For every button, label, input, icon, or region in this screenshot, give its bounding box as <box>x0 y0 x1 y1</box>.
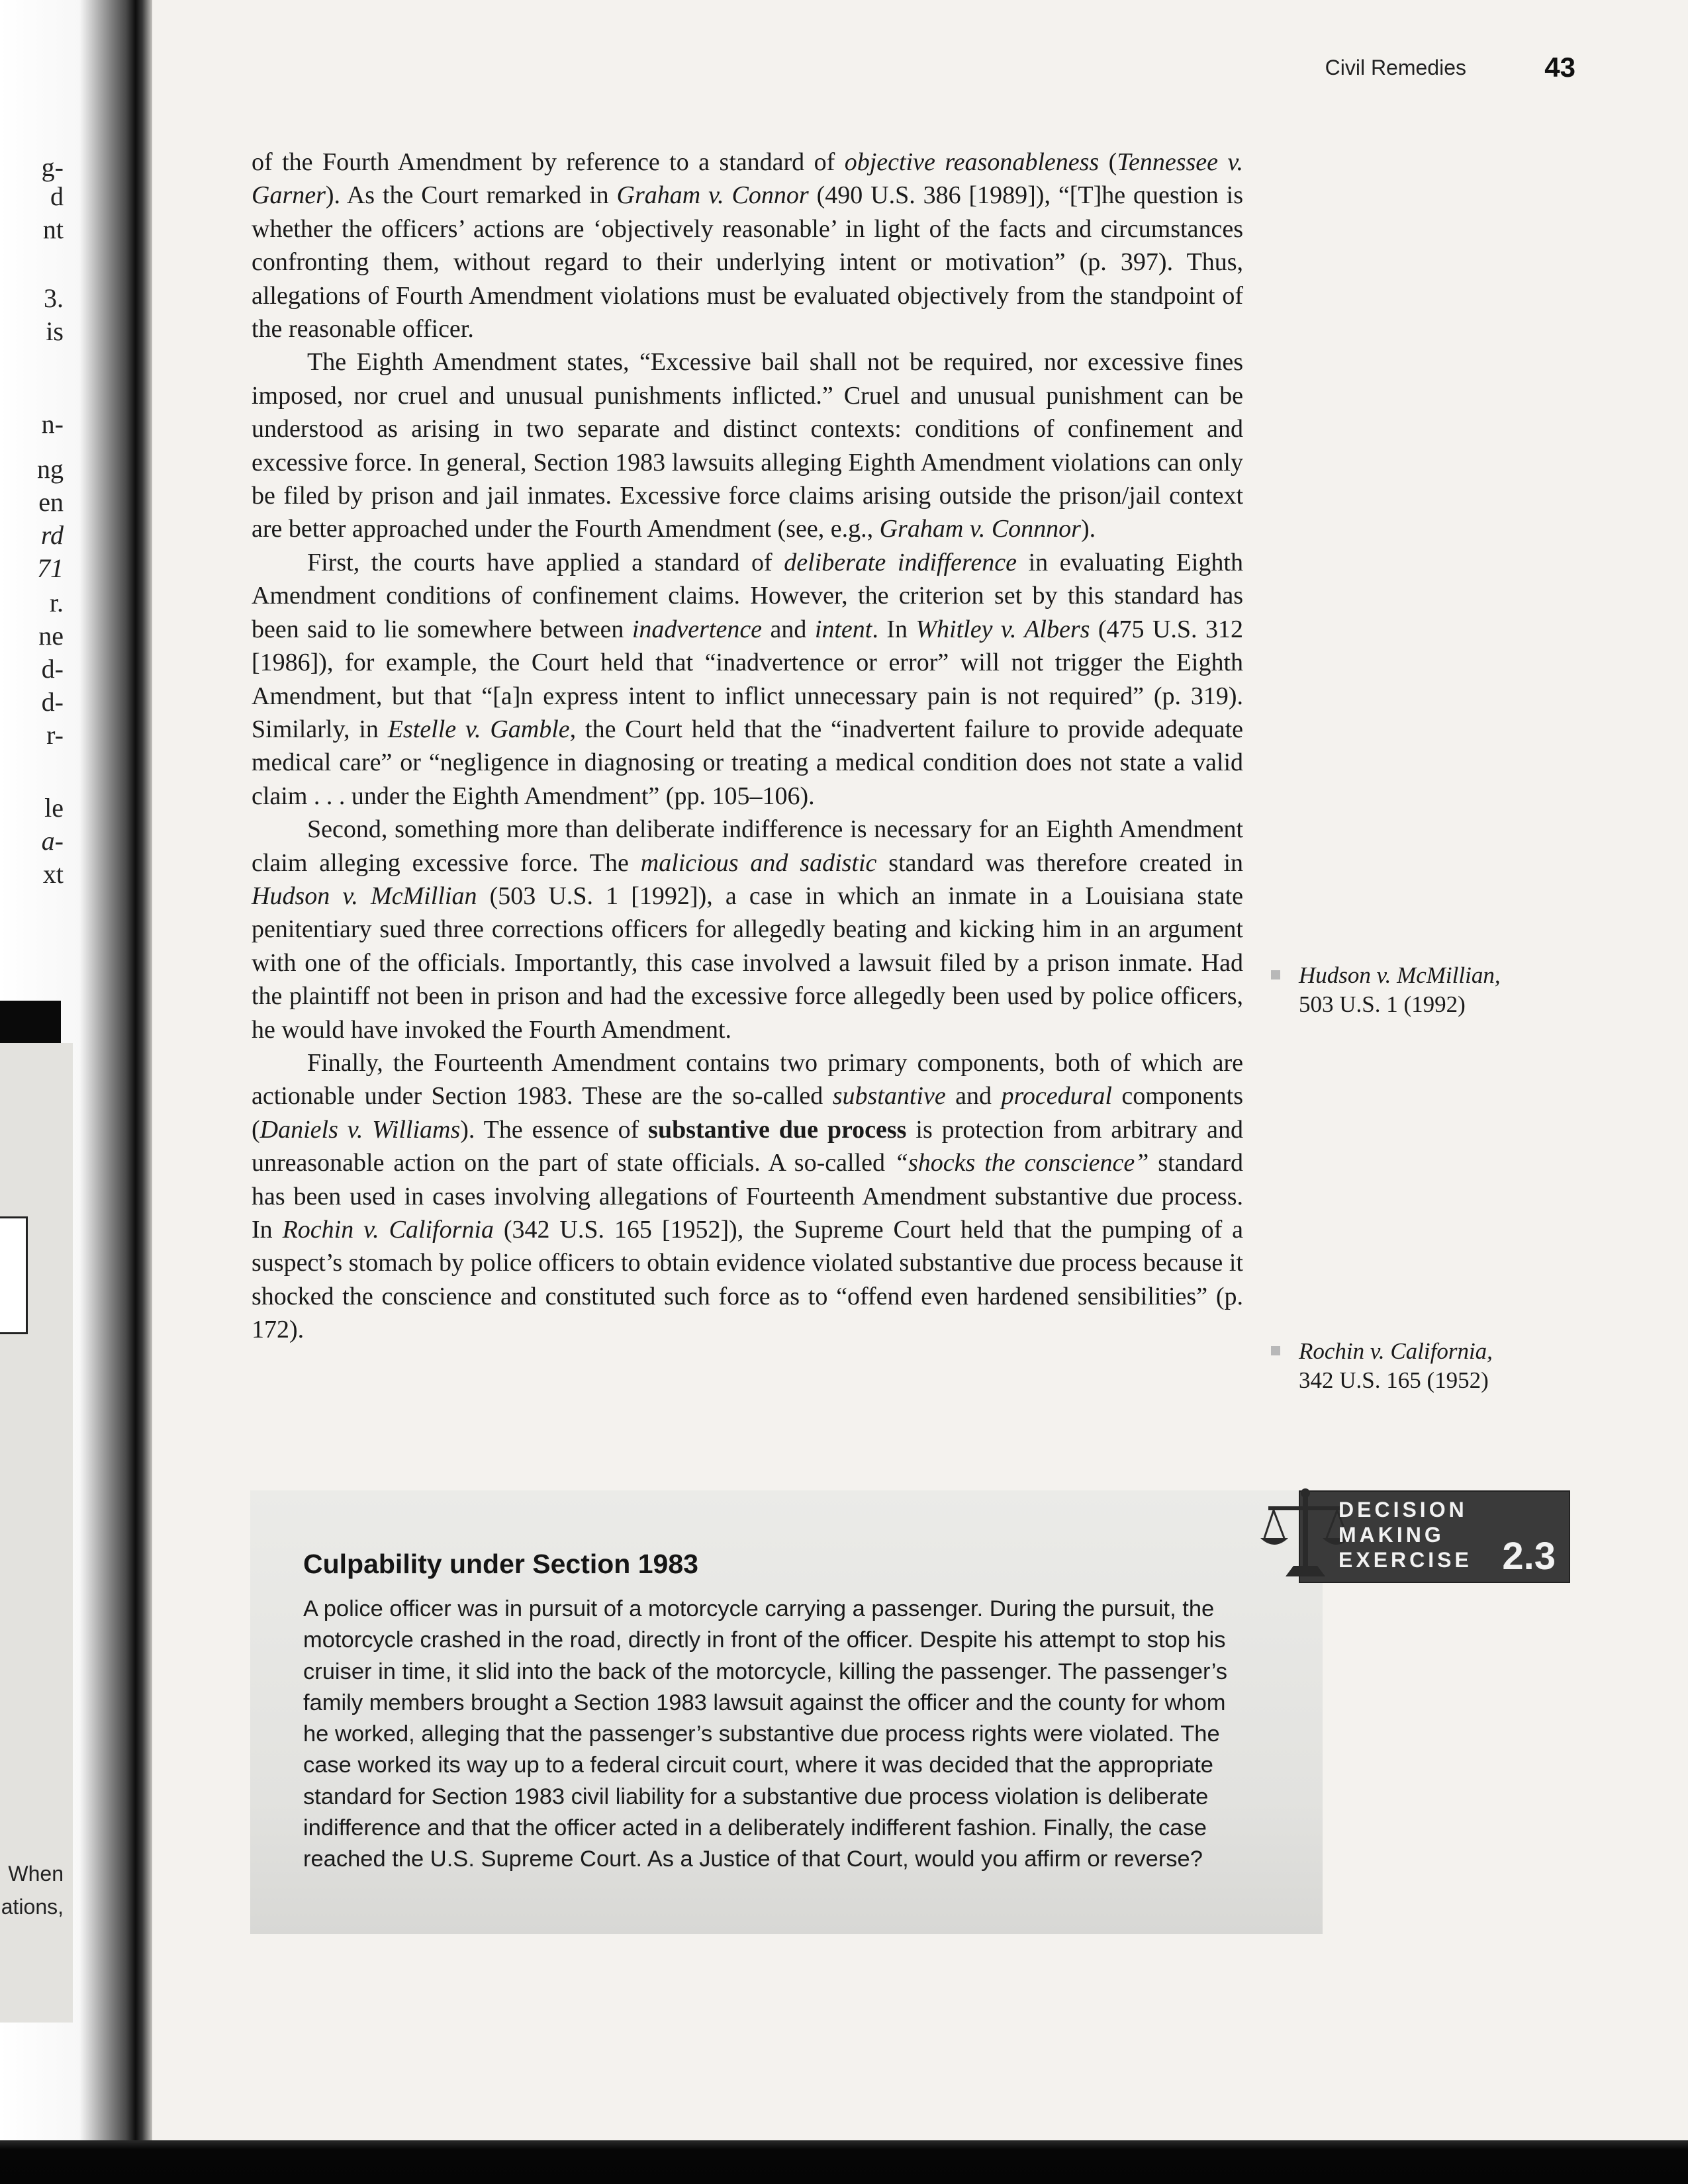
facing-page-fragment: d- <box>41 687 64 717</box>
scan-bottom-edge <box>0 2140 1688 2184</box>
facing-page-edge-lower <box>0 0 73 2184</box>
facing-page-fragment: nt <box>42 214 64 244</box>
running-header <box>1125 52 1575 91</box>
facing-page-fragment: d <box>50 181 64 211</box>
badge-line: MAKING <box>1338 1523 1444 1547</box>
margin-citation-hudson <box>1271 961 1549 1019</box>
facing-page-fragment: a- <box>41 826 64 856</box>
facing-page-fragment: ne <box>38 621 64 651</box>
square-bullet-icon <box>1271 970 1280 979</box>
margin-case-name: Rochin v. California, <box>1299 1338 1493 1364</box>
paragraph-malicious-sadistic: Second, something more than deliberate indifference is necessary for an Eighth Amendment claim alleging excessive force. The malicious and sadistic standard was therefore created in Hudson v. McMillian (503 U.S. 1 [1992]), a case in which an inmate in a Louisiana state penitentiary sued three corrections officers for allegedly beating and kicking him in an argument with one of the officials. Importantly, this case involved a lawsuit filed by a prison inmate. Had the plaintiff not been in prison and had the excessive force allegedly been used by police officers, he would have invoked the Fourth Amendment. <box>252 815 1243 1044</box>
badge-number: 2.3 <box>1502 1535 1556 1578</box>
paragraph-deliberate-indifference: First, the courts have applied a standard of deliberate indifference in evaluating Eighth Amendment conditions of confinement claims. However, the criterion set by this standard has been said to lie somewhere between inadvertence and intent. In Whitley v. Albers (475 U.S. 312 [1986]), for example, the Court held that “inadvertence or error” will not trigger the Eighth Amendment, but that “[a]n express intent to inflict unnecessary pain is not required” (p. 319). Similarly, in Estelle v. Gamble, the Court held that the “inadvertent failure to provide adequate medical care” or “negligence in diagnosing or treating a medical condition does not state a valid claim . . . under the Eighth Amendment” (pp. 105–106). <box>252 548 1244 810</box>
paragraph-fourteenth-amendment: Finally, the Fourteenth Amendment contains two primary components, both of which are actionable under Section 1983. These are the so-called substantive and procedural components (Daniels v. Williams). The essence of substantive due process is protection from arbitrary and unreasonable action on the part of state officials. A so-called “shocks the conscience” standard has been used in cases involving allegations of Fourteenth Amendment substantive due process. In Rochin v. California (342 U.S. 165 [1952]), the Supreme Court held that the pumping of a suspect’s stomach by police officers to obtain evidence violated substantive due process because it shocked the conscience and constituted such force as to “offend even hardened sensibilities” (p. 172). <box>252 1048 1244 1344</box>
facing-page-fragment: g- <box>41 152 64 182</box>
paragraph-fourth-amendment: of the Fourth Amendment by reference to a standard of objective reasonableness (Tennessee v. Garner). As the Court remarked in Graham v. Connor (490 U.S. 386 [1989]), “[T]he question is whether the officers’ actions are ‘objectively reasonable’ in light of the facts and circumstances confronting them, without regard to their underlying intent or motivation” (p. 397). Thus, allegations of Fourth Amendment violations must be evaluated objectively from the standpoint of the reasonable officer. <box>252 148 1244 343</box>
facing-page-fragment: ations, <box>1 1895 64 1919</box>
facing-page-fragment: is <box>46 316 64 346</box>
facing-page-fragment: en <box>38 487 64 517</box>
facing-page-fragment: When <box>8 1862 64 1886</box>
badge-label <box>1338 1497 1472 1572</box>
facing-page-fragment: d- <box>41 654 64 684</box>
facing-page-fragment: le <box>44 793 64 823</box>
body-text <box>252 146 1243 1347</box>
paragraph-eighth-amendment: The Eighth Amendment states, “Excessive bail shall not be required, nor excessive fines imposed, nor cruel and unusual punishments inflicted.” Cruel and unusual punishment can be understood as arising in two separate and distinct contexts: conditions of confinement and excessive force. In general, Section 1983 lawsuits alleging Eighth Amendment violations can only be filed by prison and jail inmates. Excessive force claims arising outside the prison/jail context are better approached under the Fourth Amendment (see, e.g., Graham v. Connnor). <box>252 348 1243 543</box>
exercise-heading: Culpability under Section 1983 <box>303 1549 698 1579</box>
section-title: Civil Remedies <box>1325 56 1466 79</box>
facing-page-fragment: n- <box>41 409 64 439</box>
badge-line: DECISION <box>1338 1498 1468 1522</box>
facing-page-fragment: r. <box>49 588 64 617</box>
margin-case-citation: 503 U.S. 1 (1992) <box>1299 991 1466 1017</box>
facing-page-fragment: r- <box>46 720 64 750</box>
page-number: 43 <box>1544 52 1575 83</box>
facing-page-fragment: ng <box>37 454 64 484</box>
margin-case-citation: 342 U.S. 165 (1952) <box>1299 1367 1489 1393</box>
exercise-badge <box>1259 1490 1570 1583</box>
badge-line: EXERCISE <box>1338 1548 1472 1572</box>
square-bullet-icon <box>1271 1346 1280 1355</box>
margin-case-name: Hudson v. McMillian, <box>1299 962 1501 988</box>
exercise-body: A police officer was in pursuit of a motorcycle carrying a passenger. During the pursuit, the motorcycle crashed in the road, directly in front of the officer. Despite his attempt to stop his cruiser in time, it slid into the back of the motorcycle, killing the passenger. The passenger’s family members brought a Section 1983 lawsuit against the officer and the county for whom he worked, alleging that the passenger’s substantive due process rights were violated. The case worked its way up to a federal circuit court, where it was decided that the appropriate standard for Section 1983 civil liability for a substantive due process violation is deliberate indifference and that the officer acted in a deliberately indifferent fashion. Finally, the case reached the U.S. Supreme Court. As a Justice of that Court, would you affirm or reverse? <box>303 1596 1228 1872</box>
facing-page-fragment: rd <box>40 520 64 550</box>
facing-page-fragment: 71 <box>37 553 64 583</box>
margin-citation-rochin <box>1271 1337 1549 1395</box>
scales-of-justice-icon <box>1259 1484 1352 1583</box>
facing-page-fragment: xt <box>42 859 64 889</box>
facing-page-fragment: 3. <box>44 283 64 313</box>
